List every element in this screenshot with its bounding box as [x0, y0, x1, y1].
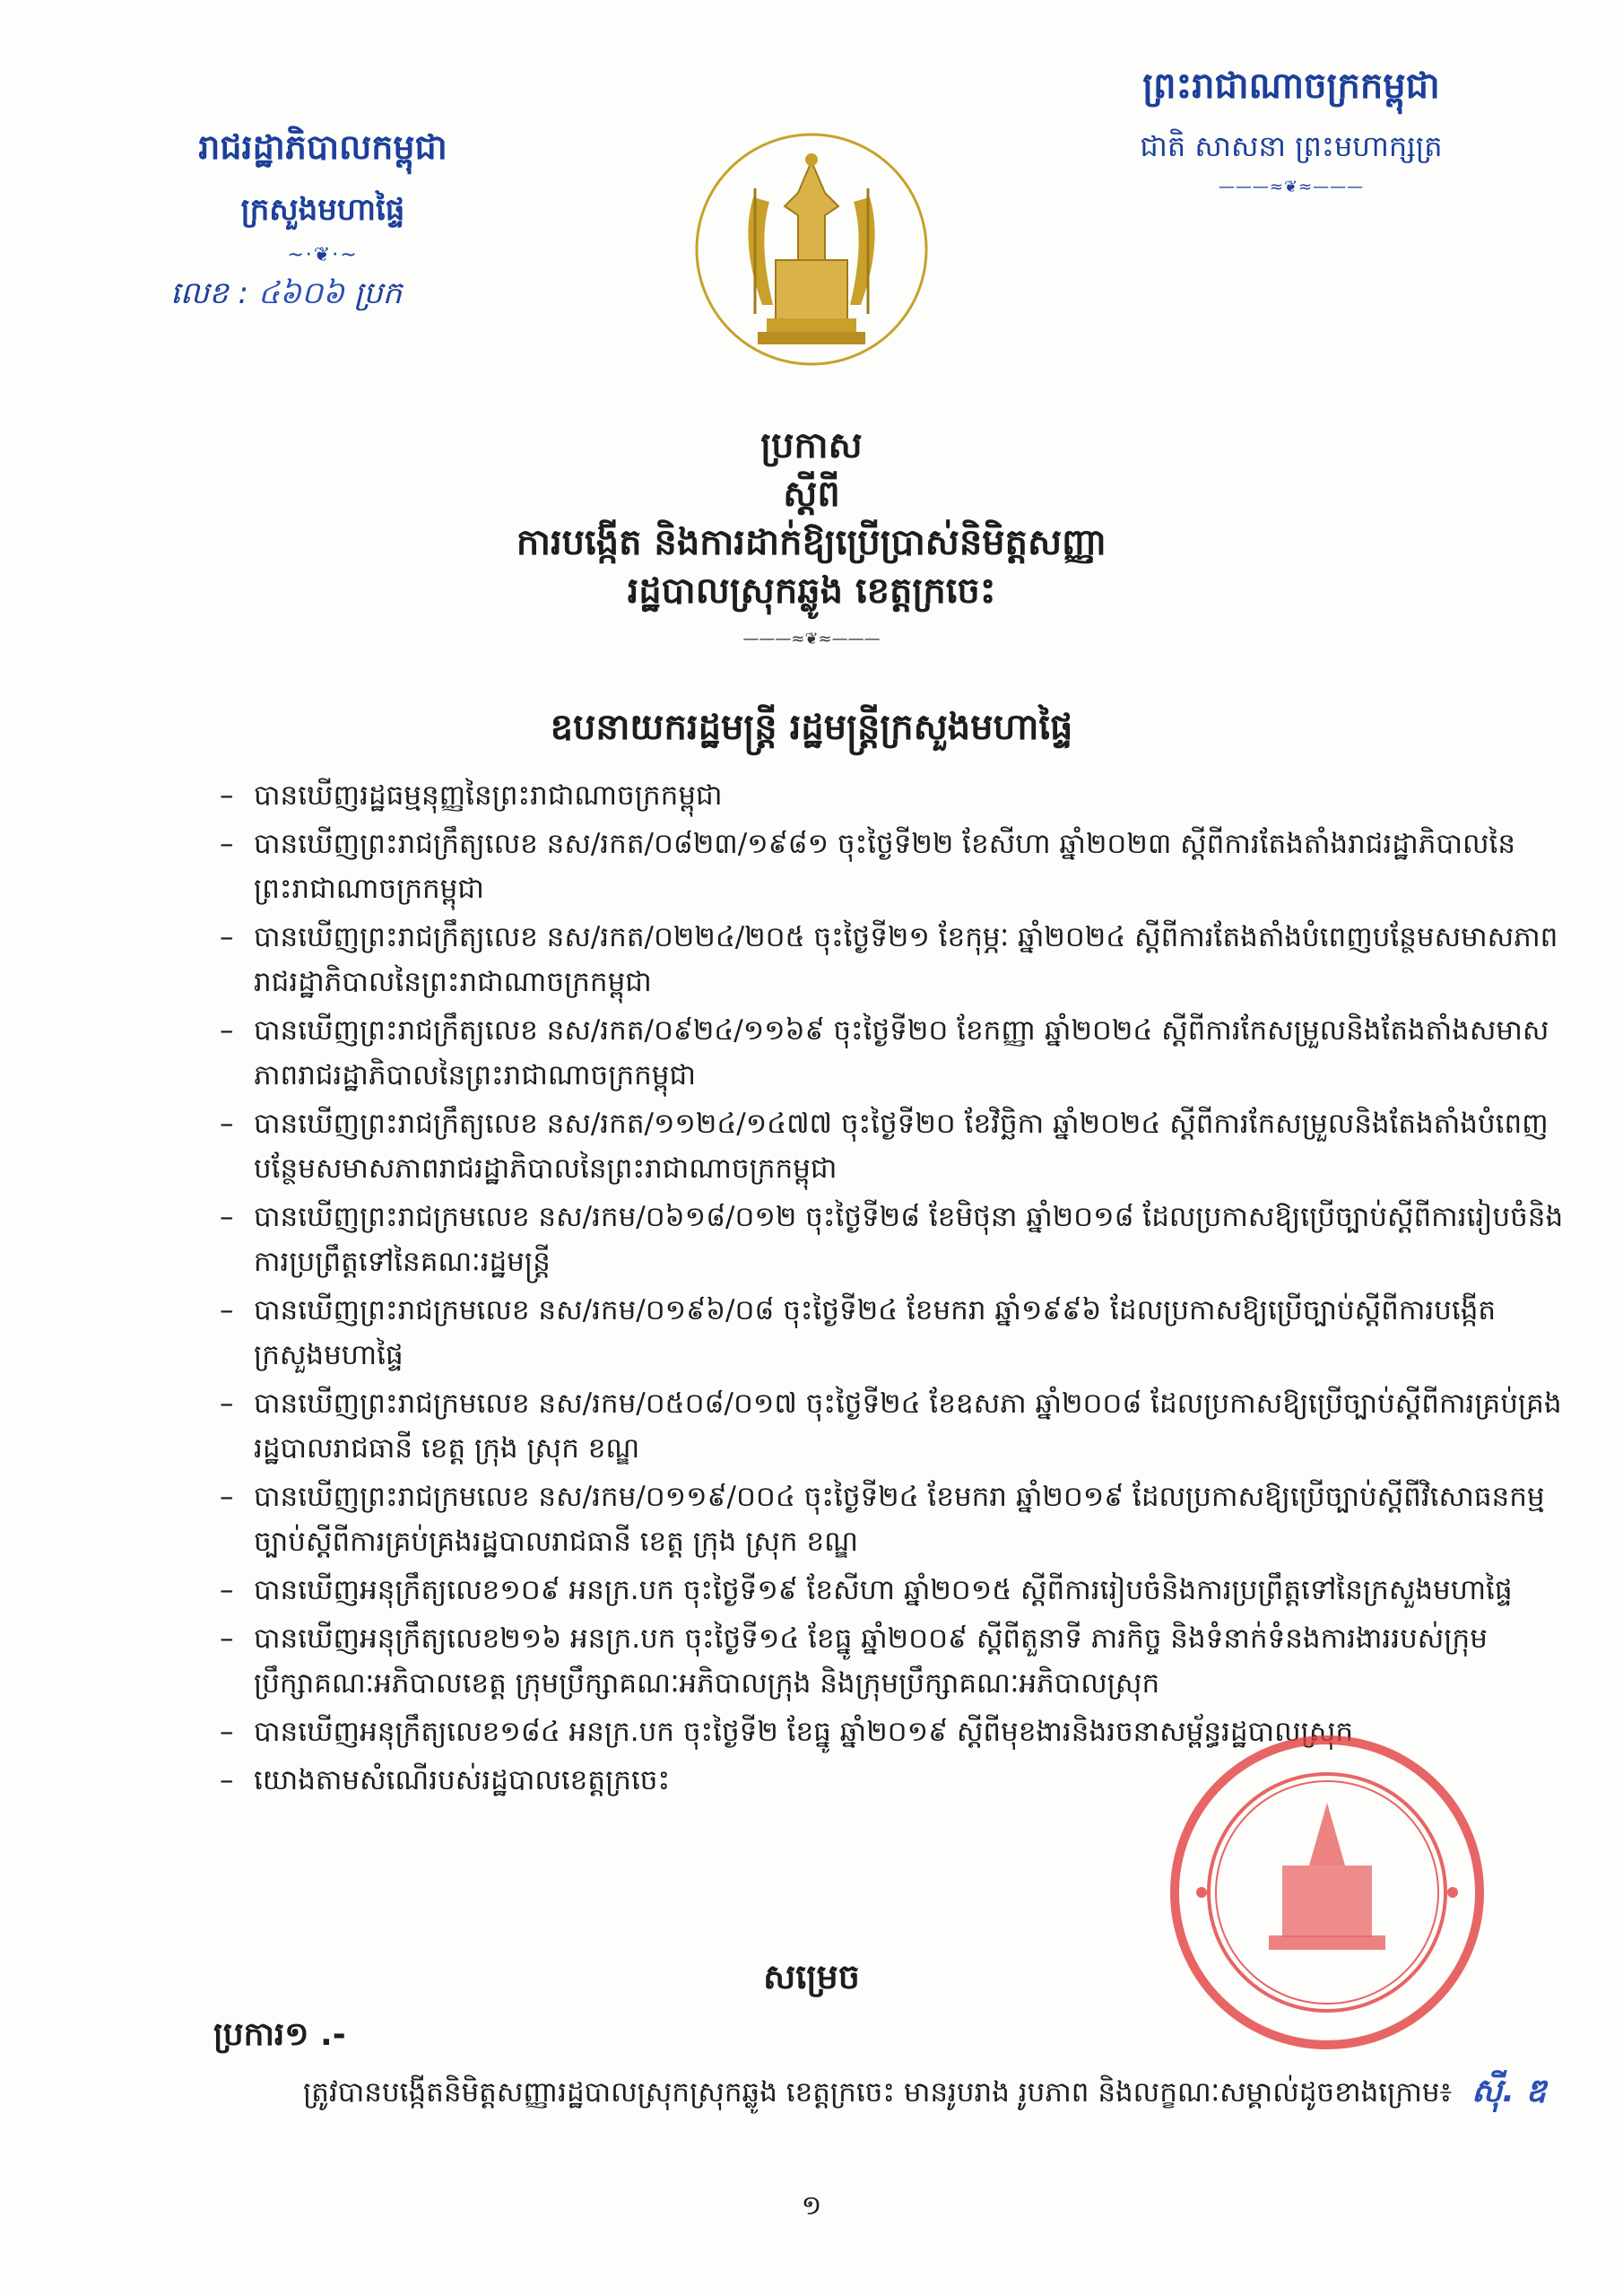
article-text: ត្រូវបានបង្កើតនិមិត្តសញ្ញារដ្ឋបាលស្រុកស្រុកឆ្លូង ខេត្តក្រចេះ មានរូបរាង រូបភាព និងលក្ខណៈសម្គាល់ដូចខាងក្រោម៖ [303, 2076, 1453, 2109]
list-item: – យោងតាមសំណើរបស់រដ្ឋបាលខេត្តក្រចេះ [220, 1758, 1565, 1803]
subject-title: ការបង្កើត និងការដាក់ឱ្យប្រើប្រាស់និមិត្តសញ្ញា [516, 522, 1107, 563]
royal-emblem-icon [690, 126, 933, 377]
ornament-divider: ~·❦·~ [287, 244, 359, 266]
list-item: – បានឃើញព្រះរាជក្រឹត្យលេខ នស/រកត/០៩២៤/១១៦៩ ចុះថ្ងៃទី២០ ខែកញ្ញា ឆ្នាំ២០២៤ ស្តីពីការកែសម្រួលនិងតែងតាំងសមាសភាពរាជរដ្ឋាភិបាលនៃព្រះរាជាណាចក្រកម្ពុជា [220, 1008, 1565, 1098]
ornament-divider-right: ———≈❦≈——— [1218, 178, 1365, 196]
list-item: – បានឃើញព្រះរាជក្រមលេខ នស/រកម/០១១៩/០០៤ ចុះថ្ងៃទី២៤ ខែមករា ឆ្នាំ២០១៩ ដែលប្រកាសឱ្យប្រើច្បាប់ស្តីពីវិសោធនកម្មច្បាប់ស្តីពីការគ្រប់គ្រងរដ្ឋបាលរាជធានី ខេត្ត ក្រុង ស្រុក ខណ្ឌ [220, 1474, 1565, 1564]
list-item: – បានឃើញព្រះរាជក្រឹត្យលេខ នស/រកត/០៨២៣/១៩៨១ ចុះថ្ងៃទី២២ ខែសីហា ឆ្នាំ២០២៣ ស្តីពីការតែងតាំងរាជរដ្ឋាភិបាលនៃព្រះរាជាណាចក្រកម្ពុជា [220, 822, 1565, 911]
list-item: – បានឃើញអនុក្រឹត្យលេខ២១៦ អនក្រ.បក ចុះថ្ងៃទី១៤ ខែធ្នូ ឆ្នាំ២០០៩ ស្តីពីតួនាទី ភារកិច្ច និងទំនាក់ទំនងការងាររបស់ក្រុមប្រឹក្សាគណៈអភិបាលខេត្ត ក្រុមប្រឹក្សាគណៈអភិបាលក្រុង និងក្រុមប្រឹក្សាគណៈអភិបាលស្រុក [220, 1616, 1565, 1706]
article-body [213, 2067, 1576, 2117]
list-item: – បានឃើញព្រះរាជក្រមលេខ នស/រកម/០១៩៦/០៨ ចុះថ្ងៃទី២៤ ខែមករា ឆ្នាំ១៩៩៦ ដែលប្រកាសឱ្យប្រើច្បាប់ស្តីពីការបង្កើតក្រសួងមហាផ្ទៃ [220, 1288, 1565, 1378]
number-label: លេខ : [170, 275, 249, 311]
official-seal-icon [1166, 1731, 1488, 2054]
entity-title: រដ្ឋបាលស្រុកឆ្លូង ខេត្តក្រចេះ [627, 570, 996, 612]
authority-title: ឧបនាយករដ្ឋមន្ត្រី រដ្ឋមន្ត្រីក្រសួងមហាផ្ទៃ [550, 707, 1073, 748]
number-suffix: ប្រក [353, 275, 403, 311]
list-item: – បានឃើញអនុក្រឹត្យលេខ១៨៤ អនក្រ.បក ចុះថ្ងៃទី២ ខែធ្នូ ឆ្នាំ២០១៩ ស្តីពីមុខងារនិងរចនាសម្ព័ន្ធរដ្ឋបាលស្រុក [220, 1709, 1565, 1754]
header-left [126, 126, 520, 318]
document-titles [269, 422, 1354, 648]
document-number [126, 274, 520, 318]
about-title: ស្ដីពី [783, 474, 840, 515]
handwritten-initial: ស៊ី. ឌ [1471, 2073, 1547, 2109]
list-item: – បានឃើញព្រះរាជក្រមលេខ នស/រកម/០៥០៨/០១៧ ចុះថ្ងៃទី២៤ ខែឧសភា ឆ្នាំ២០០៨ ដែលប្រកាសឱ្យប្រើច្បាប់ស្តីពីការគ្រប់គ្រងរដ្ឋបាលរាជធានី ខេត្ត ក្រុង ស្រុក ខណ្ឌ [220, 1381, 1565, 1471]
number-value: ៤៦០៦ [257, 275, 345, 311]
list-item: – បានឃើញព្រះរាជក្រឹត្យលេខ នស/រកត/១១២៤/១៤៧៧ ចុះថ្ងៃទី២០ ខែវិច្ឆិកា ឆ្នាំ២០២៤ ស្តីពីការកែសម្រួលនិងតែងតាំងបំពេញបន្ថែមសមាសភាពរាជរដ្ឋាភិបាលនៃព្រះរាជាណាចក្រកម្ពុជា [220, 1101, 1565, 1191]
decision-heading: សម្រេច [763, 1957, 860, 1996]
kingdom-name: ព្រះរាជាណាចក្រកម្ពុជា [1142, 65, 1440, 107]
header-right [1058, 63, 1524, 196]
article-heading: ប្រការ១ .- [213, 2016, 346, 2053]
national-motto: ជាតិ សាសនា ព្រះមហាក្សត្រ [1140, 129, 1443, 163]
list-item: – បានឃើញព្រះរាជក្រឹត្យលេខ នស/រកត/០២២៤/២០៥ ចុះថ្ងៃទី២១ ខែកុម្ភៈ ឆ្នាំ២០២៤ ស្តីពីការតែងតាំងបំពេញបន្ថែមសមាសភាពរាជរដ្ឋាភិបាលនៃព្រះរាជាណាចក្រកម្ពុជា [220, 915, 1565, 1004]
doc-type-title: ប្រកាស [760, 425, 863, 466]
ministry-name: ក្រសួងមហាផ្ទៃ [240, 192, 405, 228]
ornament-divider-title: ———≈❦≈——— [742, 630, 881, 648]
list-item: – បានឃើញព្រះរាជក្រមលេខ នស/រកម/០៦១៨/០១២ ចុះថ្ងៃទី២៨ ខែមិថុនា ឆ្នាំ២០១៨ ដែលប្រកាសឱ្យប្រើច្បាប់ស្តីពីការរៀបចំនិងការប្រព្រឹត្តទៅនៃគណៈរដ្ឋមន្ត្រី [220, 1195, 1565, 1284]
government-name: រាជរដ្ឋាភិបាលកម្ពុជា [198, 127, 447, 167]
references-list [220, 773, 1565, 1806]
page-number: ១ [801, 2190, 822, 2222]
list-item: – បានឃើញរដ្ឋធម្មនុញ្ញនៃព្រះរាជាណាចក្រកម្ពុជា [220, 773, 1565, 818]
list-item: – បានឃើញអនុក្រឹត្យលេខ១០៩ អនក្រ.បក ចុះថ្ងៃទី១៩ ខែសីហា ឆ្នាំ២០១៥ ស្តីពីការរៀបចំនិងការប្រព្រឹត្តទៅនៃក្រសួងមហាផ្ទៃ [220, 1568, 1565, 1613]
